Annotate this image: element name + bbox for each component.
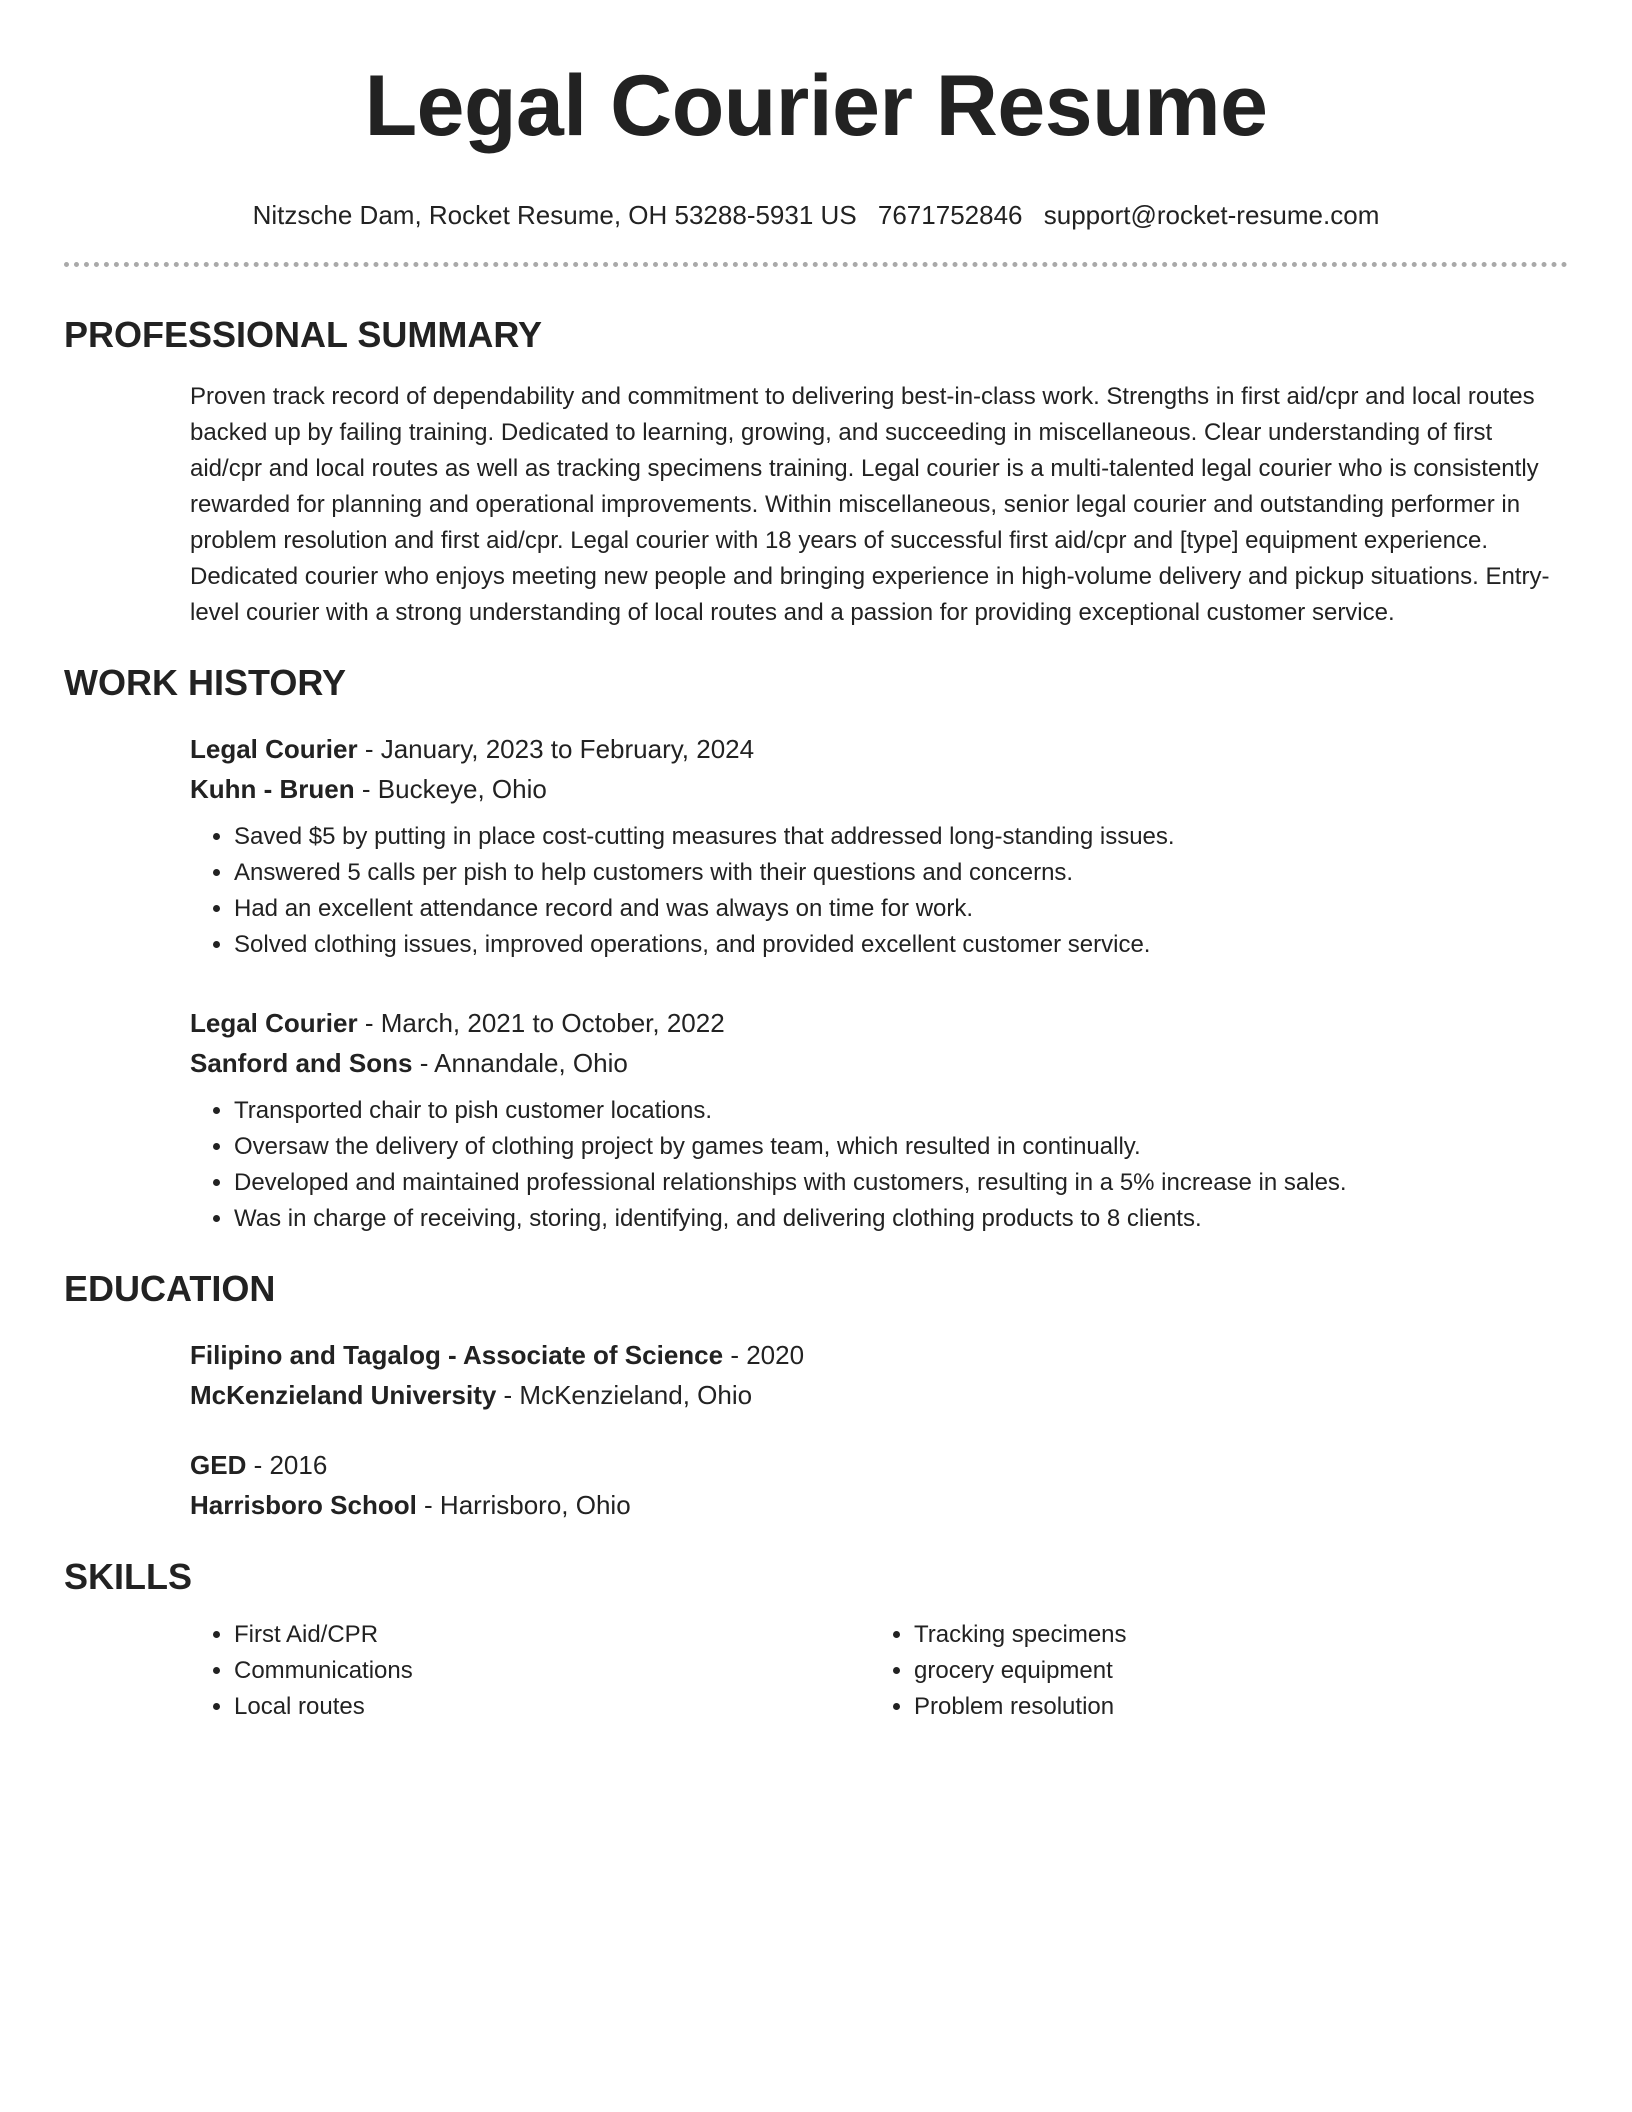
skill-item: • First Aid/CPR	[234, 1617, 870, 1653]
education-school: Harrisboro School	[190, 1490, 417, 1520]
skills-heading: SKILLS	[64, 1556, 193, 1597]
education-entry	[190, 1445, 1568, 1525]
skills-list	[870, 1617, 1550, 1725]
job-location: - Annandale, Ohio	[412, 1048, 628, 1078]
job-dates: - March, 2021 to October, 2022	[357, 1008, 725, 1038]
job-bullets	[190, 1093, 1568, 1237]
education-year: - 2016	[246, 1450, 328, 1480]
education-degree-line	[190, 1335, 1568, 1375]
skills-column-left	[190, 1617, 870, 1725]
job-bullet: • Solved clothing issues, improved operations, and provided excellent customer service.	[234, 927, 1568, 963]
contact-phone: 7671752846	[877, 200, 1023, 230]
education-school: McKenzieland University	[190, 1380, 497, 1410]
education-heading: EDUCATION	[64, 1268, 276, 1309]
job-title-line	[190, 729, 1568, 769]
job-bullet: • Transported chair to pish customer locations.	[234, 1093, 1568, 1129]
job-bullet: • Was in charge of receiving, storing, identifying, and delivering clothing products to 8 clients.	[234, 1201, 1568, 1237]
job-bullets	[190, 819, 1568, 963]
contact-email: support@rocket-resume.com	[1043, 200, 1380, 230]
job-entry	[190, 1003, 1568, 1237]
skills-column-right	[870, 1617, 1550, 1725]
job-bullet: • Had an excellent attendance record and was always on time for work.	[234, 891, 1568, 927]
job-role: Legal Courier	[190, 734, 358, 764]
education-entry	[190, 1335, 1568, 1415]
work-history-heading: WORK HISTORY	[64, 662, 347, 703]
job-role: Legal Courier	[190, 1008, 358, 1038]
skill-item: • Tracking specimens	[914, 1617, 1550, 1653]
job-entry	[190, 729, 1568, 963]
job-bullet: • Saved $5 by putting in place cost-cutting measures that addressed long-standing issues.	[234, 819, 1568, 855]
header-divider	[64, 262, 1568, 267]
education-degree-line	[190, 1445, 1568, 1485]
job-bullet: • Oversaw the delivery of clothing project by games team, which resulted in continually.	[234, 1129, 1568, 1165]
job-bullet: • Answered 5 calls per pish to help customers with their questions and concerns.	[234, 855, 1568, 891]
job-location: - Buckeye, Ohio	[354, 774, 547, 804]
education-school-line	[190, 1485, 1568, 1525]
contact-address: Nitzsche Dam, Rocket Resume, OH 53288-5931 US	[252, 200, 857, 230]
job-company-line	[190, 769, 1568, 809]
education-location: - Harrisboro, Ohio	[416, 1490, 631, 1520]
education-degree: Filipino and Tagalog - Associate of Science	[190, 1340, 724, 1370]
summary-heading: PROFESSIONAL SUMMARY	[64, 314, 543, 355]
job-company: Kuhn - Bruen	[190, 774, 355, 804]
skill-item: • Local routes	[234, 1689, 870, 1725]
job-company-line	[190, 1043, 1568, 1083]
contact-line	[64, 198, 1568, 232]
skill-item: • grocery equipment	[914, 1653, 1550, 1689]
summary-text: Proven track record of dependability and commitment to delivering best-in-class work. Strengths in first aid/cpr and local routes backed up by failing training. Dedicated to learning, growing, and succeeding in miscellaneous. Clear understanding of first aid/cpr and local routes as well as tracking specimens training. Legal courier is a multi-talented legal courier who is consistently rewarded for planning and operational improvements. Within miscellaneous, senior legal courier and outstanding performer in problem resolution and first aid/cpr. Legal courier with 18 years of successful first aid/cpr and [type] equipment experience. Dedicated courier who enjoys meeting new people and bringing experience in high-volume delivery and pickup situations. Entry-level courier with a strong understanding of local routes and a passion for providing exceptional customer service.	[190, 383, 1550, 626]
skills-grid	[190, 1617, 1568, 1725]
resume-title: Legal Courier Resume	[364, 58, 1268, 154]
skill-item: • Problem resolution	[914, 1689, 1550, 1725]
job-dates: - January, 2023 to February, 2024	[357, 734, 755, 764]
job-company: Sanford and Sons	[190, 1048, 413, 1078]
skill-item: • Communications	[234, 1653, 870, 1689]
job-bullet: • Developed and maintained professional relationships with customers, resulting in a 5% increase in sales.	[234, 1165, 1568, 1201]
education-location: - McKenzieland, Ohio	[496, 1380, 753, 1410]
education-year: - 2020	[723, 1340, 805, 1370]
skills-list	[190, 1617, 870, 1725]
education-degree: GED	[190, 1450, 247, 1480]
job-title-line	[190, 1003, 1568, 1043]
education-school-line	[190, 1375, 1568, 1415]
